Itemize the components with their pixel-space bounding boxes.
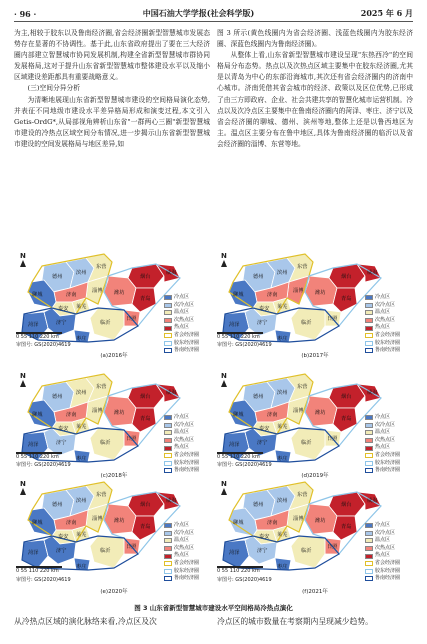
- bottom-text-left: 从冷热点区域的演化脉络来看,冷点区及次: [14, 617, 157, 626]
- map-approval-number: 审图号: GS(2020)4619: [217, 342, 272, 348]
- city-label: 青岛: [140, 524, 151, 530]
- legend-swatch: [164, 446, 172, 451]
- city-label: 烟台: [341, 502, 352, 508]
- legend-swatch: [164, 303, 172, 308]
- journal-title: 中国石油大学学报(社会科学版): [142, 8, 255, 18]
- legend-swatch: [164, 523, 172, 528]
- legend-label: 鲁南经济圈: [375, 347, 401, 354]
- city-label: 淄博: [293, 288, 304, 294]
- legend-swatch: [365, 295, 373, 300]
- page-header: [14, 6, 413, 22]
- city-label: 济南: [66, 412, 77, 418]
- legend-swatch: [164, 561, 172, 566]
- legend-swatch: [365, 523, 373, 528]
- city-label: 淄博: [293, 408, 304, 414]
- city-label: 滨州: [277, 498, 288, 504]
- north-label: N: [20, 480, 26, 488]
- city-label: 枣庄: [76, 336, 87, 342]
- scale-label: 0 55 110 220 km: [16, 334, 59, 340]
- legend-label: 次冷点区: [174, 301, 195, 308]
- city-label: 烟台: [341, 394, 352, 400]
- city-label: 泰安: [259, 426, 270, 432]
- legend-label: 次冷点区: [375, 301, 396, 308]
- map-legend: [164, 294, 199, 355]
- north-label: N: [221, 372, 227, 380]
- legend-swatch: [365, 341, 373, 346]
- city-label: 菏泽: [229, 442, 240, 448]
- north-arrow-icon: [20, 488, 26, 495]
- boundary-legend-item: [164, 575, 199, 583]
- legend-label: 温点区: [375, 429, 391, 436]
- legend-label: 温点区: [375, 309, 391, 316]
- legend-item: [365, 294, 400, 302]
- city-label: 日照: [126, 544, 137, 550]
- legend-swatch: [164, 438, 172, 443]
- north-arrow-icon: [221, 380, 227, 387]
- boundary-legend-item: [365, 452, 400, 460]
- scale-label: 0 55 110 220 km: [217, 334, 260, 340]
- city-label: 临沂: [100, 320, 111, 326]
- legend-label: 胶东经济圈: [174, 339, 200, 346]
- legend-label: 温点区: [174, 309, 190, 316]
- legend-label: 次热点区: [174, 544, 195, 551]
- map-panel: [14, 248, 214, 360]
- legend-swatch: [164, 531, 172, 536]
- city-label: 临沂: [301, 320, 312, 326]
- legend-swatch: [164, 576, 172, 581]
- section-heading: (三)空间分异分析: [27, 84, 81, 93]
- city-label: 菏泽: [28, 442, 39, 448]
- scale-label: 0 55 110 220 km: [217, 568, 260, 574]
- legend-label: 热点区: [174, 324, 190, 331]
- legend-item: [365, 429, 400, 437]
- scale-label: 0 55 110 220 km: [16, 568, 59, 574]
- legend-swatch: [365, 453, 373, 458]
- city-label: 滨州: [277, 390, 288, 396]
- city-label: 泰安: [58, 534, 69, 540]
- legend-label: 冷点区: [174, 522, 190, 528]
- map-legend: [365, 294, 400, 355]
- legend-item: [164, 444, 199, 452]
- city-label: 日照: [327, 544, 338, 550]
- legend-label: 胶东经济圈: [174, 567, 200, 574]
- city-label: 聊城: [233, 412, 244, 418]
- city-label: 青岛: [341, 416, 352, 422]
- boundary-legend-item: [365, 560, 400, 568]
- city-label: 莱芜: [277, 304, 288, 310]
- map-panel: [215, 476, 415, 596]
- north-label: N: [221, 480, 227, 488]
- legend-swatch: [365, 538, 373, 543]
- city-label: 威海: [166, 498, 177, 504]
- legend-swatch: [365, 561, 373, 566]
- legend-swatch: [164, 415, 172, 420]
- city-label: 潍坊: [315, 290, 326, 296]
- legend-label: 热点区: [375, 324, 391, 331]
- city-label: 青岛: [341, 296, 352, 302]
- legend-swatch: [164, 333, 172, 338]
- city-label: 济宁: [56, 440, 67, 446]
- legend-label: 冷点区: [174, 294, 190, 300]
- legend-swatch: [365, 546, 373, 551]
- panel-caption: (c)2018年: [100, 473, 128, 479]
- city-label: 济南: [267, 292, 278, 298]
- paragraph: 为清晰地展现山东省新型智慧城市建设的空间格局演化态势,并表征不同地级市建设水平差异格局形成和演变过程,本文引入 Getis-OrdG*,从局部视角辨析山东省"一群两心三圈"新型智慧城市建设的冷热点区域空间分布情况,进一步揭示山东省新型智慧城市建设的空间发展格局与地区差异,如: [14, 95, 210, 148]
- city-label: 潍坊: [114, 518, 125, 524]
- legend-swatch: [365, 461, 373, 466]
- legend-label: 鲁南经济圈: [375, 575, 401, 582]
- panel-caption: (f)2021年: [302, 589, 328, 595]
- city-label: 聊城: [32, 412, 43, 418]
- legend-swatch: [365, 310, 373, 315]
- legend-swatch: [164, 430, 172, 435]
- city-label: 日照: [327, 316, 338, 322]
- legend-label: 热点区: [174, 444, 190, 451]
- scale-label: 0 55 110 220 km: [16, 454, 59, 460]
- city-label: 济宁: [257, 548, 268, 554]
- city-label: 东营: [96, 384, 107, 390]
- legend-swatch: [365, 333, 373, 338]
- map-approval-number: 审图号: GS(2020)4619: [16, 342, 71, 348]
- city-label: 烟台: [140, 502, 151, 508]
- legend-label: 冷点区: [375, 294, 391, 300]
- city-label: 枣庄: [76, 456, 87, 462]
- city-label: 济宁: [257, 440, 268, 446]
- legend-item: [164, 414, 199, 422]
- legend-label: 温点区: [375, 537, 391, 544]
- city-label: 东营: [297, 384, 308, 390]
- legend-item: [365, 552, 400, 560]
- left-column: [14, 28, 210, 150]
- legend-item: [365, 444, 400, 452]
- city-label: 聊城: [32, 292, 43, 298]
- city-label: 滨州: [76, 498, 87, 504]
- paragraph: 从整体上看,山东省新型智慧城市建设呈现"东热西冷"的空间格局分布态势。热点以及次热点区域主要集中在胶东经济圈,尤其是以青岛为中心的东部沿海城市,其次还有省会经济圈内的济南中心城市。济南凭借其省会城市的经济、政策以及区位优势,已形成了由三方即政府、企业、社会共建共享的智慧化城市运营机制。冷点以及次冷点区主要集中在鲁南经济圈内的菏泽、枣庄、济宁以及省会经济圈的聊城、德州、滨州等地,整体上还是以鲁西地区为主。温点区主要分布在鲁中地区,具体为鲁南经济圈的临沂以及省会经济圈的淄博、东营等地。: [217, 51, 413, 148]
- legend-label: 省会经济圈: [174, 559, 200, 566]
- city-label: 临沂: [301, 440, 312, 446]
- legend-swatch: [365, 318, 373, 323]
- city-label: 济南: [66, 292, 77, 298]
- legend-label: 冷点区: [375, 522, 391, 528]
- legend-label: 热点区: [375, 552, 391, 559]
- panel-caption: (e)2020年: [100, 589, 128, 595]
- city-label: 青岛: [140, 296, 151, 302]
- legend-swatch: [164, 326, 172, 331]
- map-legend: [164, 414, 199, 475]
- city-label: 德州: [253, 274, 264, 280]
- city-label: 莱芜: [277, 424, 288, 430]
- legend-label: 次热点区: [174, 436, 195, 443]
- city-label: 滨州: [76, 270, 87, 276]
- legend-item: [365, 309, 400, 317]
- city-label: 泰安: [58, 426, 69, 432]
- legend-label: 省会经济圈: [375, 331, 401, 338]
- city-label: 济南: [267, 520, 278, 526]
- legend-label: 次冷点区: [174, 529, 195, 536]
- legend-item: [365, 537, 400, 545]
- city-label: 滨州: [76, 390, 87, 396]
- legend-label: 次冷点区: [174, 421, 195, 428]
- city-label: 菏泽: [28, 550, 39, 556]
- legend-label: 鲁南经济圈: [375, 467, 401, 474]
- city-label: 淄博: [92, 288, 103, 294]
- map-panel: [215, 368, 415, 480]
- map-panel: [14, 368, 214, 480]
- legend-swatch: [365, 554, 373, 559]
- north-arrow-icon: [20, 260, 26, 267]
- legend-label: 温点区: [174, 429, 190, 436]
- panel-caption: (a)2016年: [100, 353, 128, 359]
- city-label: 德州: [52, 394, 63, 400]
- legend-swatch: [164, 538, 172, 543]
- bottom-text-right: 冷点区的城市数量在考察期内呈现减少趋势。: [217, 617, 373, 626]
- city-label: 淄博: [92, 516, 103, 522]
- legend-label: 鲁南经济圈: [174, 575, 200, 582]
- city-label: 泰安: [58, 306, 69, 312]
- legend-label: 温点区: [174, 537, 190, 544]
- city-label: 济南: [66, 520, 77, 526]
- city-label: 东营: [297, 492, 308, 498]
- city-label: 聊城: [233, 292, 244, 298]
- legend-label: 冷点区: [174, 414, 190, 420]
- legend-swatch: [164, 341, 172, 346]
- legend-swatch: [365, 569, 373, 574]
- city-label: 枣庄: [277, 336, 288, 342]
- city-label: 莱芜: [76, 532, 87, 538]
- legend-item: [164, 309, 199, 317]
- city-label: 日照: [327, 436, 338, 442]
- legend-swatch: [164, 546, 172, 551]
- legend-label: 次热点区: [375, 436, 396, 443]
- city-label: 临沂: [301, 548, 312, 554]
- city-label: 淄博: [293, 516, 304, 522]
- legend-swatch: [365, 446, 373, 451]
- legend-swatch: [164, 453, 172, 458]
- paragraph: 为主,相较于胶东以及鲁南经济圈,省会经济圈新型智慧城市发展态势存在显著的不协调性。基于此,山东省政府提出了要在三大经济圈内部建立智慧城市协同发展机制,构建全省新型智慧城市群协同发展格局,这对于提升山东省新型智慧城市整体建设水平以及缩小区域建设差距都具有重要战略意义。: [14, 29, 210, 82]
- legend-swatch: [365, 576, 373, 581]
- city-label: 潍坊: [114, 290, 125, 296]
- legend-label: 次热点区: [375, 544, 396, 551]
- issue-date: 2025 年 6 月: [360, 8, 413, 18]
- city-label: 威海: [166, 390, 177, 396]
- city-label: 烟台: [341, 274, 352, 280]
- legend-label: 省会经济圈: [375, 451, 401, 458]
- legend-swatch: [164, 295, 172, 300]
- legend-swatch: [365, 430, 373, 435]
- city-label: 济宁: [257, 320, 268, 326]
- province-map: [14, 476, 189, 576]
- legend-item: [164, 522, 199, 530]
- city-label: 济宁: [56, 320, 67, 326]
- city-label: 泰安: [259, 534, 270, 540]
- city-label: 莱芜: [277, 532, 288, 538]
- legend-label: 省会经济圈: [375, 559, 401, 566]
- north-label: N: [20, 372, 26, 380]
- city-label: 东营: [96, 492, 107, 498]
- legend-item: [164, 324, 199, 332]
- legend-label: 次热点区: [174, 316, 195, 323]
- city-label: 威海: [367, 498, 378, 504]
- city-label: 德州: [52, 502, 63, 508]
- city-label: 德州: [52, 274, 63, 280]
- legend-label: 胶东经济圈: [375, 567, 401, 574]
- city-label: 济宁: [56, 548, 67, 554]
- legend-item: [365, 324, 400, 332]
- legend-label: 省会经济圈: [174, 331, 200, 338]
- north-label: N: [20, 252, 26, 260]
- city-label: 威海: [367, 270, 378, 276]
- city-label: 菏泽: [28, 322, 39, 328]
- boundary-legend-item: [365, 332, 400, 340]
- legend-swatch: [164, 310, 172, 315]
- legend-item: [365, 522, 400, 530]
- city-label: 滨州: [277, 270, 288, 276]
- city-label: 东营: [96, 264, 107, 270]
- city-label: 枣庄: [76, 564, 87, 570]
- city-label: 德州: [253, 502, 264, 508]
- city-label: 淄博: [92, 408, 103, 414]
- map-approval-number: 审图号: GS(2020)4619: [16, 577, 71, 583]
- boundary-legend-item: [164, 560, 199, 568]
- city-label: 临沂: [100, 440, 111, 446]
- city-label: 菏泽: [229, 322, 240, 328]
- legend-label: 胶东经济圈: [174, 459, 200, 466]
- map-panel: [215, 248, 415, 360]
- north-label: N: [221, 252, 227, 260]
- city-label: 潍坊: [114, 410, 125, 416]
- city-label: 东营: [297, 264, 308, 270]
- legend-item: [164, 537, 199, 545]
- map-panel: [14, 476, 214, 596]
- legend-label: 胶东经济圈: [375, 459, 401, 466]
- city-label: 莱芜: [76, 304, 87, 310]
- city-label: 枣庄: [277, 456, 288, 462]
- city-label: 莱芜: [76, 424, 87, 430]
- boundary-legend-item: [164, 332, 199, 340]
- city-label: 潍坊: [315, 410, 326, 416]
- province-map: [215, 476, 390, 576]
- city-label: 烟台: [140, 394, 151, 400]
- city-label: 潍坊: [315, 518, 326, 524]
- legend-label: 冷点区: [375, 414, 391, 420]
- city-label: 济南: [267, 412, 278, 418]
- legend-label: 次冷点区: [375, 421, 396, 428]
- legend-swatch: [164, 554, 172, 559]
- city-label: 日照: [126, 316, 137, 322]
- legend-swatch: [365, 303, 373, 308]
- city-label: 青岛: [341, 524, 352, 530]
- legend-item: [164, 294, 199, 302]
- map-legend: [365, 414, 400, 475]
- legend-label: 鲁南经济圈: [174, 347, 200, 354]
- city-label: 日照: [126, 436, 137, 442]
- legend-swatch: [365, 415, 373, 420]
- legend-label: 热点区: [174, 552, 190, 559]
- map-approval-number: 审图号: GS(2020)4619: [16, 462, 71, 468]
- boundary-legend-item: [365, 575, 400, 583]
- legend-label: 次热点区: [375, 316, 396, 323]
- city-label: 枣庄: [277, 564, 288, 570]
- legend-swatch: [164, 461, 172, 466]
- legend-swatch: [365, 438, 373, 443]
- city-label: 聊城: [233, 520, 244, 526]
- legend-swatch: [164, 423, 172, 428]
- scale-label: 0 55 110 220 km: [217, 454, 260, 460]
- paragraph: 图 3 所示(黄色线圈内为省会经济圈、浅蓝色线圈内为胶东经济圈、深蓝色线圈内为鲁南经济圈)。: [217, 29, 413, 49]
- city-label: 临沂: [100, 548, 111, 554]
- city-label: 泰安: [259, 306, 270, 312]
- legend-label: 次冷点区: [375, 529, 396, 536]
- panel-caption: (d)2019年: [301, 473, 329, 479]
- legend-label: 省会经济圈: [174, 451, 200, 458]
- city-label: 威海: [367, 390, 378, 396]
- city-label: 菏泽: [229, 550, 240, 556]
- boundary-legend-item: [164, 452, 199, 460]
- city-label: 德州: [253, 394, 264, 400]
- legend-swatch: [164, 318, 172, 323]
- city-label: 威海: [166, 270, 177, 276]
- legend-swatch: [365, 423, 373, 428]
- city-label: 聊城: [32, 520, 43, 526]
- legend-label: 热点区: [375, 444, 391, 451]
- legend-swatch: [365, 531, 373, 536]
- legend-swatch: [164, 569, 172, 574]
- city-label: 青岛: [140, 416, 151, 422]
- map-legend: [164, 522, 199, 583]
- legend-label: 胶东经济圈: [375, 339, 401, 346]
- legend-swatch: [365, 326, 373, 331]
- map-approval-number: 审图号: GS(2020)4619: [217, 462, 272, 468]
- legend-item: [365, 414, 400, 422]
- figure-caption: 图 3 山东省新型智慧城市建设水平空间格局冷热点演化: [134, 604, 293, 612]
- city-label: 烟台: [140, 274, 151, 280]
- map-legend: [365, 522, 400, 583]
- legend-item: [164, 552, 199, 560]
- map-approval-number: 审图号: GS(2020)4619: [217, 577, 272, 583]
- legend-item: [164, 429, 199, 437]
- page-number: · 96 ·: [14, 8, 37, 19]
- north-arrow-icon: [221, 488, 227, 495]
- north-arrow-icon: [221, 260, 227, 267]
- north-arrow-icon: [20, 380, 26, 387]
- legend-label: 鲁南经济圈: [174, 467, 200, 474]
- panel-caption: (b)2017年: [301, 353, 329, 359]
- right-column: [217, 28, 413, 150]
